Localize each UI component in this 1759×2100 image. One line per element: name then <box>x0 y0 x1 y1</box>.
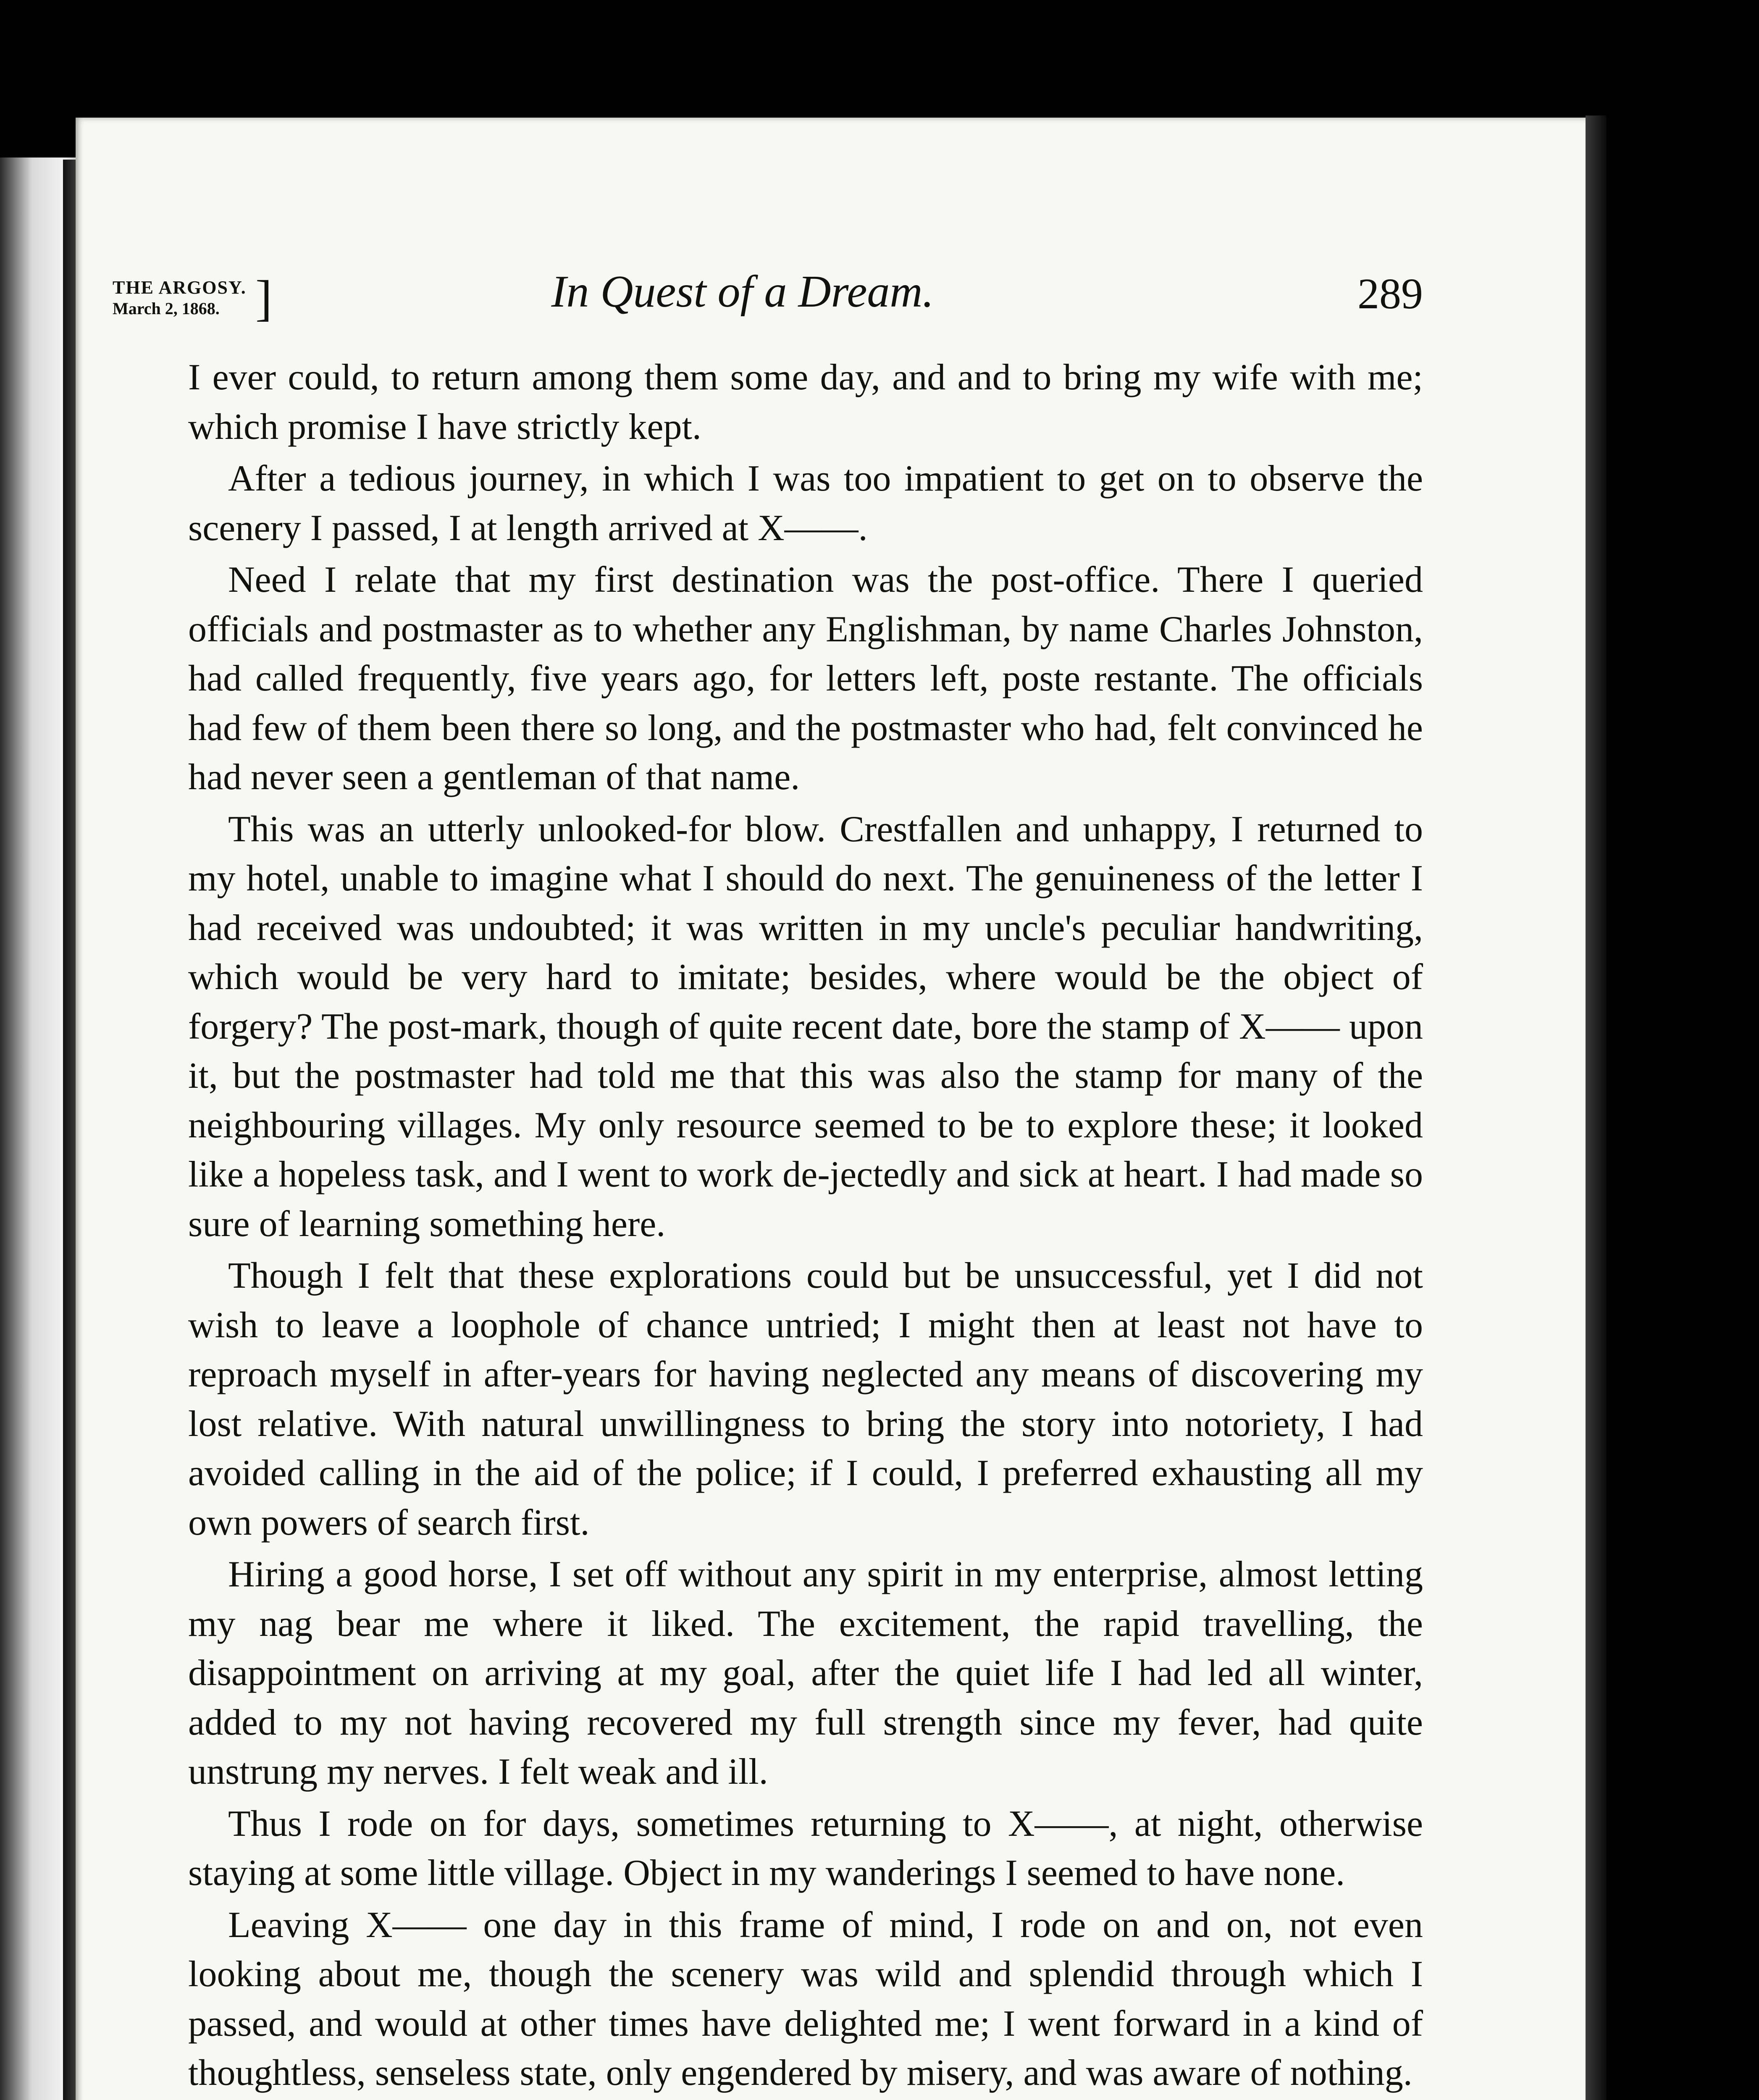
journal-name: THE ARGOSY. <box>113 277 247 298</box>
page-edge-shadow <box>1586 116 1607 2100</box>
paragraph: Leaving X—— one day in this frame of mind, I rode on and on, not even looking about me, though the scenery was wild and splendid through which I passed, and would at other times have delighted me; I went forward in a kind of thoughtless, senseless state, only engendered by misery, and was aware of nothing. <box>188 1904 1423 2093</box>
paragraph: Need I relate that my first destination was the post-office. There I queried officials and postmaster as to whether any Englishman, by name Charles Johnston, had called frequently, five years ago, for letters left, poste restante. The officials had few of them been there so long, and the postmaster who had, felt convinced he had never seen a gentleman of that name. <box>188 559 1423 798</box>
paragraph: Thus I rode on for days, sometimes returning to X——, at night, otherwise staying at some little village. Object in my wanderings I seemed to have none. <box>188 1803 1423 1893</box>
paragraph: Hiring a good horse, I set off without any spirit in my enterprise, almost letting my nag bear me where it liked. The excitement, the rapid travelling, the disappointment on arriving at my goal, after the quiet life I had led all winter, added to my not having recovered my full strength since my fever, had quite unstrung my nerves. I felt weak and ill. <box>188 1554 1423 1792</box>
body-text <box>188 353 1423 2100</box>
paragraph: This was an utterly unlooked-for blow. Crestfallen and unhappy, I returned to my hotel, unable to imagine what I should do next. The genuineness of the letter I had received was undoubted; it was written in my uncle's peculiar handwriting, which would be very hard to imitate; besides, where would be the object of forgery? The post-mark, though of quite recent date, bore the stamp of X—— upon it, but the postmaster had told me that this was also the stamp for many of the neighbouring villages. My only resource seemed to be to explore these; it looked like a hopeless task, and I went to work de-jectedly and sick at heart. I had made so sure of learning something here. <box>188 808 1423 1244</box>
journal-bracket: ] <box>255 270 272 326</box>
paragraph: After a tedious journey, in which I was too impatient to get on to observe the scenery I passed, I at length arrived at X——. <box>188 458 1423 549</box>
journal-date: March 2, 1868. <box>113 299 220 318</box>
paragraph: I ever could, to return among them some day, and and to bring my wife with me; which promise I have strictly kept. <box>188 357 1423 447</box>
page-number: 289 <box>1357 270 1423 318</box>
running-head <box>113 256 1423 340</box>
paragraph: Though I felt that these explorations could but be unsuccessful, yet I did not wish to leave a loophole of chance untried; I might then at least not have to reproach myself in after-years for having neglected any means of discovering my lost relative. With natural unwillingness to bring the story into notoriety, I had avoided calling in the aid of the police; if I could, I preferred exhausting all my own powers of search first. <box>188 1255 1423 1543</box>
running-title: In Quest of a Dream. <box>551 267 934 317</box>
